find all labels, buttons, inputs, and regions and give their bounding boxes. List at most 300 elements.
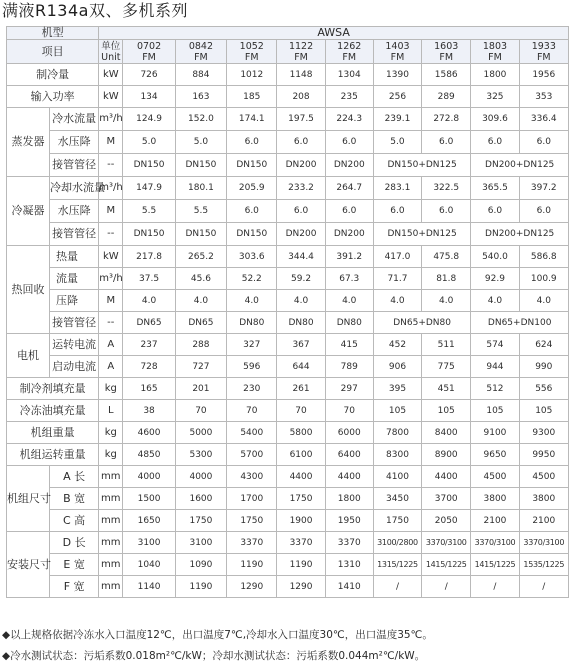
value-cell: 325 (471, 86, 519, 108)
value-cell: 1950 (325, 510, 373, 532)
power-label: 输入功率 (7, 86, 99, 108)
heat_recovery-drop-label: 压降 (49, 290, 98, 312)
value-cell: 6.0 (422, 200, 471, 223)
value-cell: 6100 (277, 444, 325, 466)
install-e-unit: mm (99, 554, 123, 576)
row-oil (7, 400, 569, 422)
value-cell: DN65 (175, 312, 226, 334)
value-cell: / (422, 576, 471, 598)
value-cell: DN150 (123, 223, 175, 246)
value-cell: 4.0 (519, 290, 568, 312)
value-cell: 6.0 (373, 200, 421, 223)
value-cell: DN200+DN125 (471, 223, 569, 246)
value-cell: 6400 (325, 444, 373, 466)
row-install-f (7, 576, 569, 598)
value-cell: 3800 (471, 488, 519, 510)
row-evaporator-drop (7, 131, 569, 154)
value-cell: 1090 (175, 554, 226, 576)
row-evaporator-flow (7, 108, 569, 131)
evaporator-pipe-unit: -- (99, 154, 123, 177)
value-cell: 1040 (123, 554, 175, 576)
value-cell: 391.2 (325, 246, 373, 268)
model-code: 1603 FM (422, 40, 471, 64)
value-cell: 67.3 (325, 268, 373, 290)
value-cell: 165 (123, 378, 175, 400)
value-cell: 4.0 (422, 290, 471, 312)
item-label: 项目 (7, 40, 99, 64)
value-cell: 71.7 (373, 268, 421, 290)
value-cell: 1415/1225 (471, 554, 519, 576)
dimensions-category: 机组尺寸 (7, 466, 50, 532)
value-cell: 4.0 (277, 290, 325, 312)
op_weight-unit: kg (99, 444, 123, 466)
spec-table (6, 26, 569, 598)
value-cell: 256 (373, 86, 421, 108)
value-cell: 336.4 (519, 108, 568, 131)
motor-run-label: 运转电流 (49, 334, 98, 356)
value-cell: 789 (325, 356, 373, 378)
value-cell: 309.6 (471, 108, 519, 131)
install-f-unit: mm (99, 576, 123, 598)
value-cell: 452 (373, 334, 421, 356)
value-cell: 1650 (123, 510, 175, 532)
value-cell: 1140 (123, 576, 175, 598)
row-cooling (7, 64, 569, 86)
value-cell: 272.8 (422, 108, 471, 131)
value-cell: 5300 (175, 444, 226, 466)
value-cell: 237 (123, 334, 175, 356)
value-cell: 230 (227, 378, 277, 400)
value-cell: 6000 (325, 422, 373, 444)
value-cell: 4500 (519, 466, 568, 488)
value-cell: 6.0 (227, 200, 277, 223)
value-cell: 105 (471, 400, 519, 422)
value-cell: 2050 (422, 510, 471, 532)
value-cell: 322.5 (422, 177, 471, 200)
cooling-unit: kW (99, 64, 123, 86)
row-motor-start (7, 356, 569, 378)
evaporator-flow-label: 冷水流量 (49, 108, 98, 131)
value-cell: 105 (373, 400, 421, 422)
value-cell: 556 (519, 378, 568, 400)
note-conditions: ◆以上规格依据冷冻水入口温度12℃，出口温度7℃,冷却水入口温度30℃，出口温度35℃。 (2, 629, 433, 641)
condenser-drop-unit: M (99, 200, 123, 223)
value-cell: 81.8 (422, 268, 471, 290)
install-d-label: D 长 (49, 532, 98, 554)
value-cell: 1500 (123, 488, 175, 510)
value-cell: DN150 (175, 154, 226, 177)
value-cell: 1415/1225 (422, 554, 471, 576)
value-cell: 1700 (227, 488, 277, 510)
value-cell: / (471, 576, 519, 598)
condenser-category: 冷凝器 (7, 177, 50, 246)
evaporator-pipe-label: 接管管径 (49, 154, 98, 177)
value-cell: 3370/3100 (471, 532, 519, 554)
value-cell: 3100/2800 (373, 532, 421, 554)
value-cell: 1290 (277, 576, 325, 598)
value-cell: 1012 (227, 64, 277, 86)
motor-start-unit: A (99, 356, 123, 378)
refrigerant-unit: kg (99, 378, 123, 400)
value-cell: 3370 (325, 532, 373, 554)
model-code: 1403 FM (373, 40, 421, 64)
value-cell: 9300 (519, 422, 568, 444)
value-cell: 727 (175, 356, 226, 378)
condenser-flow-unit: m³/h (99, 177, 123, 200)
header-row-item (7, 40, 569, 64)
value-cell: 303.6 (227, 246, 277, 268)
value-cell: 1800 (471, 64, 519, 86)
dimensions-b-label: B 宽 (49, 488, 98, 510)
page-title: 满液R134a双、多机系列 (2, 1, 188, 20)
model-code: 1262 FM (325, 40, 373, 64)
value-cell: 5700 (227, 444, 277, 466)
value-cell: 1750 (227, 510, 277, 532)
value-cell: 5.0 (373, 131, 421, 154)
value-cell: 775 (422, 356, 471, 378)
value-cell: 5.0 (175, 131, 226, 154)
value-cell: 990 (519, 356, 568, 378)
value-cell: 288 (175, 334, 226, 356)
value-cell: 105 (422, 400, 471, 422)
value-cell: 4400 (277, 466, 325, 488)
value-cell: 644 (277, 356, 325, 378)
condenser-pipe-label: 接管管径 (49, 223, 98, 246)
value-cell: 205.9 (227, 177, 277, 200)
oil-label: 冷冻油填充量 (7, 400, 99, 422)
value-cell: DN150+DN125 (373, 223, 470, 246)
row-condenser-flow (7, 177, 569, 200)
value-cell: 289 (422, 86, 471, 108)
value-cell: 100.9 (519, 268, 568, 290)
dimensions-b-unit: mm (99, 488, 123, 510)
value-cell: 197.5 (277, 108, 325, 131)
value-cell: 397.2 (519, 177, 568, 200)
evaporator-flow-unit: m³/h (99, 108, 123, 131)
model-code: 0842 FM (175, 40, 226, 64)
value-cell: 8400 (422, 422, 471, 444)
value-cell: 511 (422, 334, 471, 356)
row-heat_recovery-flow (7, 268, 569, 290)
heat_recovery-pipe-unit: -- (99, 312, 123, 334)
row-condenser-pipe (7, 223, 569, 246)
value-cell: 1750 (373, 510, 421, 532)
motor-start-label: 启动电流 (49, 356, 98, 378)
value-cell: 265.2 (175, 246, 226, 268)
value-cell: 3450 (373, 488, 421, 510)
value-cell: 3370 (277, 532, 325, 554)
value-cell: 180.1 (175, 177, 226, 200)
series-label: AWSA (99, 27, 569, 40)
heat_recovery-category: 热回收 (7, 246, 50, 334)
model-code: 1933 FM (519, 40, 568, 64)
value-cell: 728 (123, 356, 175, 378)
value-cell: 5.5 (175, 200, 226, 223)
value-cell: 70 (227, 400, 277, 422)
value-cell: 1535/1225 (519, 554, 568, 576)
value-cell: 217.8 (123, 246, 175, 268)
motor-category: 电机 (7, 334, 50, 378)
value-cell: 201 (175, 378, 226, 400)
value-cell: 6.0 (519, 131, 568, 154)
value-cell: 5.5 (123, 200, 175, 223)
value-cell: 1586 (422, 64, 471, 86)
dimensions-a-label: A 长 (49, 466, 98, 488)
value-cell: / (519, 576, 568, 598)
row-dimensions-b (7, 488, 569, 510)
value-cell: 124.9 (123, 108, 175, 131)
value-cell: 1750 (175, 510, 226, 532)
value-cell: 6.0 (277, 200, 325, 223)
value-cell: 1290 (227, 576, 277, 598)
install-d-unit: mm (99, 532, 123, 554)
value-cell: 574 (471, 334, 519, 356)
value-cell: 1315/1225 (373, 554, 421, 576)
value-cell: 4300 (227, 466, 277, 488)
value-cell: 3370/3100 (422, 532, 471, 554)
value-cell: 1800 (325, 488, 373, 510)
heat_recovery-pipe-label: 接管管径 (49, 312, 98, 334)
row-power (7, 86, 569, 108)
value-cell: DN80 (277, 312, 325, 334)
power-unit: kW (99, 86, 123, 108)
value-cell: 9650 (471, 444, 519, 466)
install-f-label: F 宽 (49, 576, 98, 598)
value-cell: 235 (325, 86, 373, 108)
model-code: 1803 FM (471, 40, 519, 64)
value-cell: 1410 (325, 576, 373, 598)
value-cell: 3370/3100 (519, 532, 568, 554)
weight-unit: kg (99, 422, 123, 444)
value-cell: 1310 (325, 554, 373, 576)
value-cell: 906 (373, 356, 421, 378)
value-cell: DN200+DN125 (471, 154, 569, 177)
dimensions-c-label: C 高 (49, 510, 98, 532)
heat_recovery-heat-label: 热量 (49, 246, 98, 268)
refrigerant-label: 制冷剂填充量 (7, 378, 99, 400)
value-cell: 152.0 (175, 108, 226, 131)
value-cell: 239.1 (373, 108, 421, 131)
row-refrigerant (7, 378, 569, 400)
value-cell: DN200 (325, 154, 373, 177)
value-cell: DN150 (227, 154, 277, 177)
value-cell: 1190 (175, 576, 226, 598)
value-cell: DN200 (277, 223, 325, 246)
model-label: 机型 (7, 27, 99, 40)
value-cell: 52.2 (227, 268, 277, 290)
value-cell: 6.0 (471, 200, 519, 223)
value-cell: 5000 (175, 422, 226, 444)
value-cell: 264.7 (325, 177, 373, 200)
value-cell: 1190 (227, 554, 277, 576)
value-cell: 1148 (277, 64, 325, 86)
value-cell: 451 (422, 378, 471, 400)
condenser-drop-label: 水压降 (49, 200, 98, 223)
row-motor-run (7, 334, 569, 356)
oil-unit: L (99, 400, 123, 422)
model-code: 1122 FM (277, 40, 325, 64)
row-dimensions-c (7, 510, 569, 532)
value-cell: 4000 (123, 466, 175, 488)
value-cell: 344.4 (277, 246, 325, 268)
value-cell: 4400 (422, 466, 471, 488)
value-cell: DN80 (325, 312, 373, 334)
value-cell: 37.5 (123, 268, 175, 290)
condenser-flow-label: 冷却水流量 (49, 177, 98, 200)
value-cell: 6.0 (277, 131, 325, 154)
value-cell: 4.0 (123, 290, 175, 312)
value-cell: 6.0 (471, 131, 519, 154)
value-cell: 174.1 (227, 108, 277, 131)
row-install-d (7, 532, 569, 554)
value-cell: 38 (123, 400, 175, 422)
value-cell: 4.0 (325, 290, 373, 312)
value-cell: 70 (325, 400, 373, 422)
value-cell: DN80 (227, 312, 277, 334)
row-condenser-drop (7, 200, 569, 223)
value-cell: 944 (471, 356, 519, 378)
value-cell: 59.2 (277, 268, 325, 290)
value-cell: 4000 (175, 466, 226, 488)
value-cell: 147.9 (123, 177, 175, 200)
value-cell: 884 (175, 64, 226, 86)
value-cell: 4.0 (373, 290, 421, 312)
dimensions-c-unit: mm (99, 510, 123, 532)
value-cell: 1390 (373, 64, 421, 86)
install-e-label: E 宽 (49, 554, 98, 576)
value-cell: 1600 (175, 488, 226, 510)
value-cell: 233.2 (277, 177, 325, 200)
value-cell: 1750 (277, 488, 325, 510)
value-cell: 6.0 (519, 200, 568, 223)
motor-run-unit: A (99, 334, 123, 356)
value-cell: 475.8 (422, 246, 471, 268)
model-code: 0702 FM (123, 40, 175, 64)
value-cell: DN150 (175, 223, 226, 246)
value-cell: 3700 (422, 488, 471, 510)
value-cell: 208 (277, 86, 325, 108)
value-cell: 70 (175, 400, 226, 422)
value-cell: DN65+DN100 (471, 312, 569, 334)
value-cell: 367 (277, 334, 325, 356)
row-heat_recovery-heat (7, 246, 569, 268)
value-cell: 5800 (277, 422, 325, 444)
row-evaporator-pipe (7, 154, 569, 177)
value-cell: 4100 (373, 466, 421, 488)
value-cell: 3800 (519, 488, 568, 510)
value-cell: 1956 (519, 64, 568, 86)
row-dimensions-a (7, 466, 569, 488)
heat_recovery-drop-unit: M (99, 290, 123, 312)
value-cell: DN200 (325, 223, 373, 246)
row-op_weight (7, 444, 569, 466)
value-cell: 2100 (519, 510, 568, 532)
value-cell: 9100 (471, 422, 519, 444)
value-cell: 3370 (227, 532, 277, 554)
value-cell: 6.0 (422, 131, 471, 154)
value-cell: 327 (227, 334, 277, 356)
value-cell: 417.0 (373, 246, 421, 268)
value-cell: 45.6 (175, 268, 226, 290)
value-cell: 283.1 (373, 177, 421, 200)
row-install-e (7, 554, 569, 576)
evaporator-drop-unit: M (99, 131, 123, 154)
notes (2, 625, 433, 667)
value-cell: 163 (175, 86, 226, 108)
value-cell: 224.3 (325, 108, 373, 131)
value-cell: 7800 (373, 422, 421, 444)
heat_recovery-flow-unit: m³/h (99, 268, 123, 290)
condenser-pipe-unit: -- (99, 223, 123, 246)
note-fouling: ◆冷水测试状态：污垢系数0.018m²℃/kW；冷却水测试状态：污垢系数0.044m²℃/kW。 (2, 650, 426, 662)
value-cell: 4.0 (471, 290, 519, 312)
value-cell: 1304 (325, 64, 373, 86)
value-cell: 8900 (422, 444, 471, 466)
cooling-label: 制冷量 (7, 64, 99, 86)
value-cell: 5400 (227, 422, 277, 444)
dimensions-a-unit: mm (99, 466, 123, 488)
value-cell: 3100 (175, 532, 226, 554)
row-heat_recovery-pipe (7, 312, 569, 334)
value-cell: 2100 (471, 510, 519, 532)
value-cell: DN150 (227, 223, 277, 246)
value-cell: 297 (325, 378, 373, 400)
unit-label: 单位 Unit (99, 40, 123, 64)
value-cell: 134 (123, 86, 175, 108)
value-cell: 596 (227, 356, 277, 378)
install-category: 安装尺寸 (7, 532, 50, 598)
heat_recovery-flow-label: 流量 (49, 268, 98, 290)
value-cell: 185 (227, 86, 277, 108)
value-cell: / (373, 576, 421, 598)
model-code: 1052 FM (227, 40, 277, 64)
value-cell: 4.0 (175, 290, 226, 312)
value-cell: 365.5 (471, 177, 519, 200)
value-cell: 4500 (471, 466, 519, 488)
value-cell: 4600 (123, 422, 175, 444)
value-cell: 92.9 (471, 268, 519, 290)
value-cell: 6.0 (325, 131, 373, 154)
row-weight (7, 422, 569, 444)
value-cell: DN200 (277, 154, 325, 177)
value-cell: 70 (277, 400, 325, 422)
value-cell: 353 (519, 86, 568, 108)
value-cell: DN65 (123, 312, 175, 334)
value-cell: DN150+DN125 (373, 154, 470, 177)
heat_recovery-heat-unit: kW (99, 246, 123, 268)
value-cell: 9950 (519, 444, 568, 466)
weight-label: 机组重量 (7, 422, 99, 444)
value-cell: 8300 (373, 444, 421, 466)
value-cell: 1900 (277, 510, 325, 532)
value-cell: 4850 (123, 444, 175, 466)
evaporator-category: 蒸发器 (7, 108, 50, 177)
value-cell: 624 (519, 334, 568, 356)
row-heat_recovery-drop (7, 290, 569, 312)
value-cell: 4.0 (227, 290, 277, 312)
value-cell: 4400 (325, 466, 373, 488)
value-cell: DN150 (123, 154, 175, 177)
value-cell: 540.0 (471, 246, 519, 268)
value-cell: 726 (123, 64, 175, 86)
op_weight-label: 机组运转重量 (7, 444, 99, 466)
header-row-model (7, 27, 569, 40)
value-cell: 3100 (123, 532, 175, 554)
value-cell: 415 (325, 334, 373, 356)
value-cell: 5.0 (123, 131, 175, 154)
value-cell: 6.0 (325, 200, 373, 223)
value-cell: DN65+DN80 (373, 312, 470, 334)
